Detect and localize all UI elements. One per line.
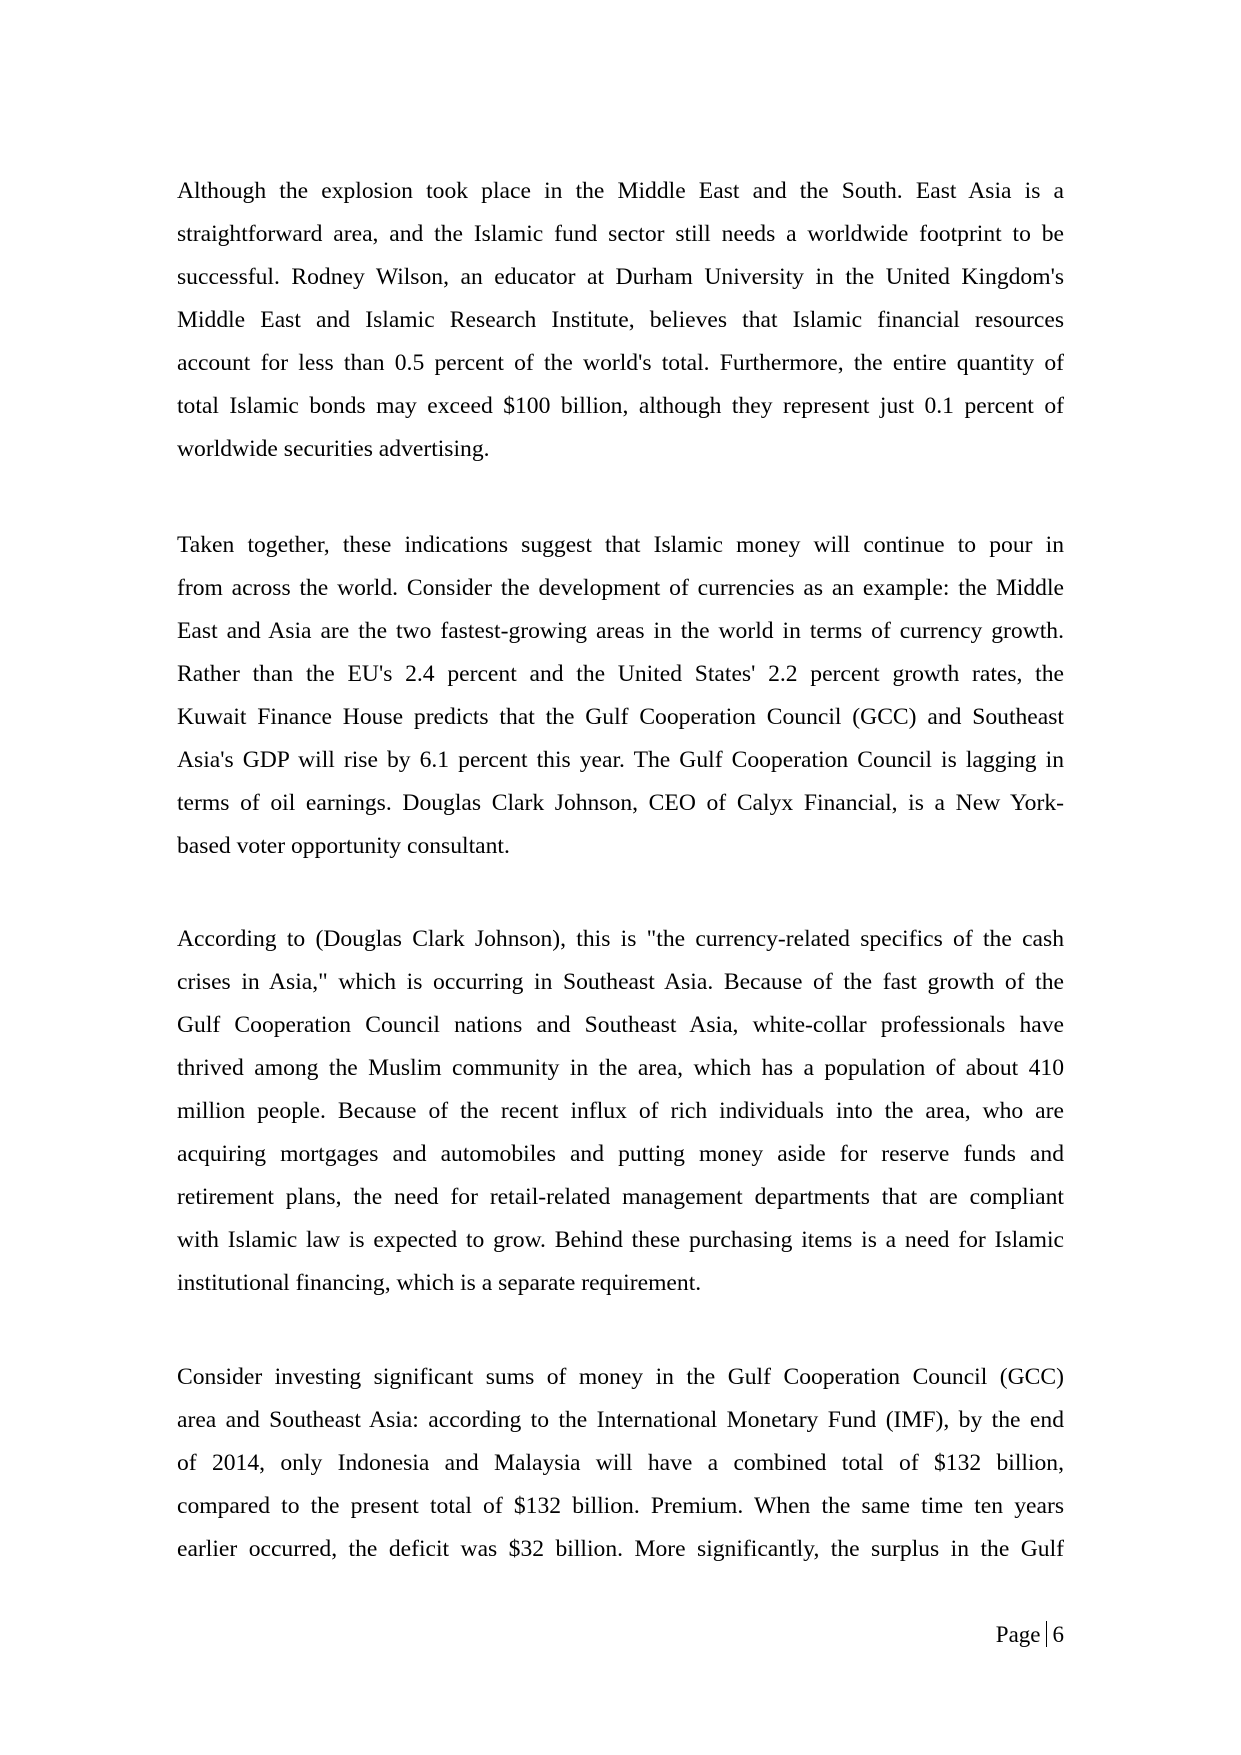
paragraph-line: total Islamic bonds may exceed $100 billion, although they represent just 0.1 percent of — [177, 393, 1064, 419]
paragraph-line: Although the explosion took place in the Middle East and the South. East Asia is a — [177, 178, 1064, 204]
paragraph-line: from across the world. Consider the development of currencies as an example: the Middle — [177, 575, 1064, 601]
paragraph-line: According to (Douglas Clark Johnson), this is "the currency-related specifics of the cash — [177, 926, 1064, 952]
paragraph-line: Rather than the EU's 2.4 percent and the United States' 2.2 percent growth rates, the — [177, 661, 1064, 687]
paragraph-line: Consider investing significant sums of money in the Gulf Cooperation Council (GCC) — [177, 1364, 1064, 1390]
paragraph-line: East and Asia are the two fastest-growing areas in the world in terms of currency growth. — [177, 618, 1064, 644]
paragraph-line: account for less than 0.5 percent of the world's total. Furthermore, the entire quantity of — [177, 350, 1064, 376]
paragraph-line: thrived among the Muslim community in the area, which has a population of about 410 — [177, 1055, 1064, 1081]
paragraph-1 — [177, 170, 1064, 471]
paragraph-line: institutional financing, which is a separate requirement. — [177, 1270, 702, 1296]
paragraph-line: worldwide securities advertising. — [177, 436, 490, 462]
paragraph-line: area and Southeast Asia: according to the International Monetary Fund (IMF), by the end — [177, 1407, 1064, 1433]
paragraph-line: Taken together, these indications suggest that Islamic money will continue to pour in — [177, 532, 1064, 558]
paragraph-line: with Islamic law is expected to grow. Behind these purchasing items is a need for Islamic — [177, 1227, 1064, 1253]
paragraph-line: Asia's GDP will rise by 6.1 percent this year. The Gulf Cooperation Council is lagging in — [177, 747, 1064, 773]
page-separator — [1046, 1621, 1047, 1647]
paragraph-line: retirement plans, the need for retail-related management departments that are compliant — [177, 1184, 1064, 1210]
paragraph-line: terms of oil earnings. Douglas Clark Johnson, CEO of Calyx Financial, is a New York- — [177, 790, 1064, 816]
paragraph-line: Middle East and Islamic Research Institute, believes that Islamic financial resources — [177, 307, 1064, 333]
paragraph-line: million people. Because of the recent influx of rich individuals into the area, who are — [177, 1098, 1064, 1124]
paragraph-line: Kuwait Finance House predicts that the Gulf Cooperation Council (GCC) and Southeast — [177, 704, 1064, 730]
paragraph-line: successful. Rodney Wilson, an educator at Durham University in the United Kingdom's — [177, 264, 1064, 290]
paragraph-2 — [177, 524, 1064, 868]
paragraph-line: Gulf Cooperation Council nations and Southeast Asia, white-collar professionals have — [177, 1012, 1064, 1038]
paragraph-4 — [177, 1356, 1064, 1571]
paragraph-line: crises in Asia," which is occurring in Southeast Asia. Because of the fast growth of the — [177, 969, 1064, 995]
page-label: Page — [995, 1622, 1041, 1647]
paragraph-line: based voter opportunity consultant. — [177, 833, 510, 859]
paragraph-line: acquiring mortgages and automobiles and putting money aside for reserve funds and — [177, 1141, 1064, 1167]
page-number: 6 — [1052, 1622, 1064, 1647]
paragraph-line: compared to the present total of $132 billion. Premium. When the same time ten years — [177, 1493, 1064, 1519]
paragraph-line: straightforward area, and the Islamic fund sector still needs a worldwide footprint to be — [177, 221, 1064, 247]
page-number-footer — [996, 1618, 1064, 1652]
paragraph-line: earlier occurred, the deficit was $32 billion. More significantly, the surplus in the Gulf — [177, 1536, 1064, 1562]
paragraph-3 — [177, 918, 1064, 1305]
paragraph-line: of 2014, only Indonesia and Malaysia will have a combined total of $132 billion, — [177, 1450, 1064, 1476]
